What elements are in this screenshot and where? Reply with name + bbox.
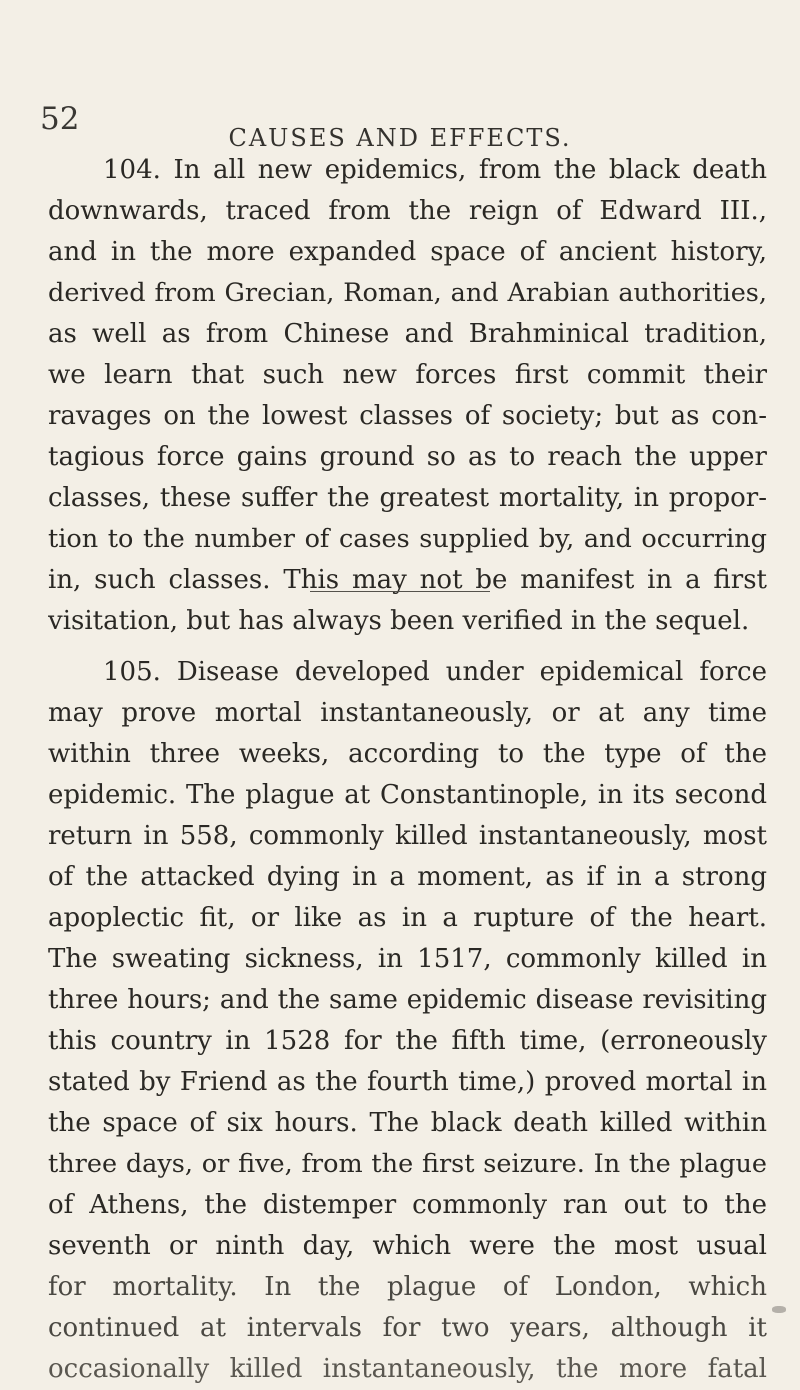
text-line: within three weeks, according to the type of the: [48, 739, 767, 769]
text-line: of the attacked dying in a moment, as if in a strong: [48, 862, 767, 892]
text-line: for mortality. In the plague of London, which: [48, 1272, 767, 1302]
text-line: in, such classes. This may not be manifest in a first: [48, 565, 767, 595]
ink-smudge: [772, 1306, 786, 1313]
text-line: tion to the number of cases supplied by, and occurring: [48, 524, 767, 554]
text-line: three days, or five, from the first seizure. In the plague: [48, 1149, 767, 1179]
paragraph-105: [48, 652, 767, 1390]
text-line: visitation, but has always been verified in the sequel.: [48, 606, 750, 636]
text-line: this country in 1528 for the fifth time, (erroneously: [48, 1026, 767, 1056]
paragraph-104: [48, 150, 767, 642]
text-line: of Athens, the distemper commonly ran out to the: [48, 1190, 767, 1220]
text-line: ravages on the lowest classes of society; but as con-: [48, 401, 767, 431]
section-separator-rule: [310, 591, 490, 592]
text-line: three hours; and the same epidemic disease revisiting: [48, 985, 767, 1015]
text-line: stated by Friend as the fourth time,) proved mortal in: [48, 1067, 767, 1097]
text-line: downwards, traced from the reign of Edward III.,: [48, 196, 767, 226]
text-line: tagious force gains ground so as to reach the upper: [48, 442, 767, 472]
text-line: continued at intervals for two years, although it: [48, 1313, 767, 1343]
text-line: seventh or ninth day, which were the most usual: [48, 1231, 767, 1261]
text-line: 105. Disease developed under epidemical force: [103, 657, 767, 687]
page-number: 52: [40, 101, 80, 137]
text-line: 104. In all new epidemics, from the black death: [103, 155, 767, 185]
text-line: epidemic. The plague at Constantinople, in its second: [48, 780, 767, 810]
text-line: derived from Grecian, Roman, and Arabian authorities,: [48, 278, 767, 308]
text-line: return in 558, commonly killed instantaneously, most: [48, 821, 767, 851]
text-line: we learn that such new forces first commit their: [48, 360, 767, 390]
text-line: as well as from Chinese and Brahminical tradition,: [48, 319, 767, 349]
text-line: and in the more expanded space of ancient history,: [48, 237, 767, 267]
text-line: may prove mortal instantaneously, or at any time: [48, 698, 767, 728]
text-line: occasionally killed instantaneously, the more fatal: [48, 1354, 767, 1384]
text-line: the space of six hours. The black death killed within: [48, 1108, 767, 1138]
text-line: The sweating sickness, in 1517, commonly killed in: [48, 944, 767, 974]
text-line: apoplectic fit, or like as in a rupture of the heart.: [48, 903, 767, 933]
running-title: CAUSES AND EFFECTS.: [228, 124, 572, 152]
text-line: classes, these suffer the greatest mortality, in propor-: [48, 483, 767, 513]
